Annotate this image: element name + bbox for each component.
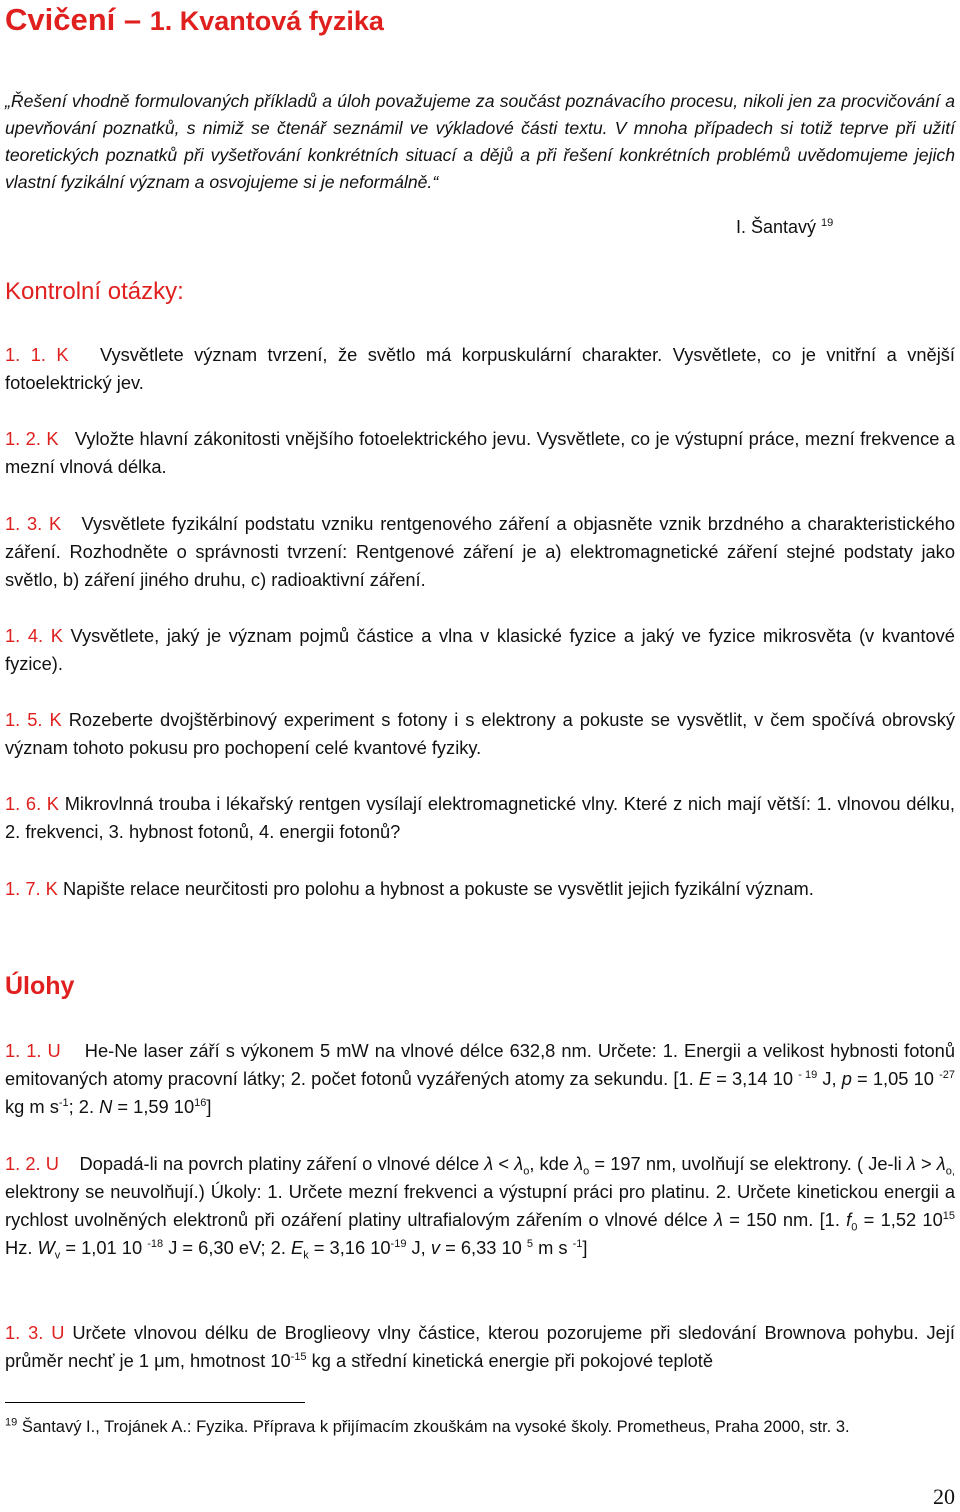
- author-name: I. Šantavý: [736, 217, 822, 237]
- question-text: Vysvětlete význam tvrzení, že světlo má korpuskulární charakter. Vysvětlete, co je vnitřní a vnější fotoelektrický jev.: [5, 344, 955, 393]
- task-item: 1. 3. U Určete vlnovou délku de Broglieovy vlny částice, kterou pozorujeme při sledování Brownova pohybu. Její průměr nechť je 1 μm, hmotnost $10^{-15}$ kg a střední kinetická energie při pokojové teplotě: [5, 1322, 955, 1371]
- question-text: Napište relace neurčitosti pro polohu a hybnost a pokuste se vysvětlit jejich fyzikální význam.: [62, 878, 814, 899]
- question-number: 1. 6. K: [5, 793, 60, 814]
- tasks-heading: Úlohy: [5, 972, 75, 1000]
- question-item: [5, 706, 955, 762]
- footnote-divider: [5, 1402, 305, 1403]
- task-item: 1. 1. U He-Ne laser září s výkonem 5 mW na vlnové délce 632,8 nm. Určete: 1. Energii a velikost hybnosti fotonů emitovaných atomy pracovní látky; 2. počet fotonů vyzářených atomy za sekundu. [1. E = 3,14 10 $^{- 19}$ J, p = 1,05 10 $^{-27}$ kg m $s^{-1}$; 2. N = 1,59 $10^{16}$]: [5, 1040, 956, 1117]
- footnote-ref: 19: [821, 217, 834, 229]
- quote-author: [736, 217, 833, 238]
- title-main: Cvičení –: [5, 2, 150, 37]
- question-number: 1. 7. K: [5, 878, 58, 899]
- question-number: 1. 4. K: [5, 625, 63, 646]
- title-sub: 1. Kvantová fyzika: [149, 6, 384, 36]
- page-title: [5, 2, 384, 38]
- question-text: Vysvětlete, jaký je význam pojmů částice a vlna v klasické fyzice a jaký ve fyzice mikrosvěta (v kvantové fyzice).: [5, 625, 955, 674]
- intro-quote: „Řešení vhodně formulovaných příkladů a úloh považujeme za součást poznávacího procesu, nikoli jen za procvičování a upevňování poznatků, s nimiž se čtenář seznámil ve výkladové části textu. V mnoha případech si totiž teprve při užití teoretických poznatků při vyšetřování konkrétních situací a dějů a při řešení konkrétních problémů uvědomujeme jejich vlastní fyzikální význam a osvojujeme si je neformálně.“: [5, 91, 955, 192]
- question-item: [5, 341, 955, 397]
- task-item: 1. 2. U Dopadá-li na povrch platiny záření o vlnové délce $\lambda < \lambda_o$, kde $\lambda_o = 197$ nm, uvolňují se elektrony. ( Je-li $\lambda > \lambda_{o,}$ elektrony se neuvolňují.) Úkoly: 1. Určete mezní frekvenci a výstupní práci pro platinu. 2. Určete kinetickou energii a rychlost uvolněných elektronů při ozáření platiny ultrafialovým zářením o vlnové délce λ = 150 nm. [1. $f_0 = 1,52$ $10^{15}$ Hz. $W_v = 1,01$ 10 $^{-18}$ J = 6,30 eV; 2. $E_k = 3,16$ $10^{-19}$ J, v = 6,33 10 $^5$ m s $^{-1}$]: [5, 1153, 955, 1262]
- footnote: [5, 1414, 955, 1441]
- question-item: [5, 622, 955, 678]
- question-number: 1. 5. K: [5, 709, 62, 730]
- question-item: [5, 425, 955, 481]
- question-text: Vysvětlete fyzikální podstatu vzniku rentgenového záření a objasněte vznik brzdného a charakteristického záření. Rozhodněte o správnosti tvrzení: Rentgenové záření je a) elektromagnetické záření stejné podstaty jako světlo, b) záření jiného druhu, c) radioaktivní záření.: [5, 513, 955, 590]
- question-number: 1. 2. K: [5, 428, 59, 449]
- footnote-text: Šantavý I., Trojánek A.: Fyzika. Příprava k přijímacím zkouškám na vysoké školy. Prometheus, Praha 2000, str. 3.: [17, 1418, 850, 1436]
- task-number: 1. 2. U: [5, 1153, 59, 1174]
- task-number: 1. 3. U: [5, 1322, 65, 1343]
- task-text: He-Ne laser září s výkonem 5 mW na vlnové délce 632,8 nm. Určete: 1. Energii a velikost hybnosti fotonů emitovaných atomy pracovní látky; 2. počet fotonů vyzářených atomy za sekundu.: [5, 1040, 956, 1089]
- question-number: 1. 3. K: [5, 513, 62, 534]
- question-number: 1. 1. K: [5, 344, 69, 365]
- question-text: Rozeberte dvojštěrbinový experiment s fotony i s elektrony a pokuste se vysvětlit, v čem spočívá obrovský význam tohoto pokusu pro pochopení celé kvantové fyziky.: [5, 709, 955, 758]
- question-item: [5, 875, 955, 903]
- footnote-number: 19: [5, 1416, 18, 1429]
- question-item: [5, 510, 955, 594]
- page-number: 20: [933, 1484, 955, 1509]
- questions-heading: Kontrolní otázky:: [5, 278, 184, 305]
- task-number: 1. 1. U: [5, 1040, 61, 1061]
- question-text: Vyložte hlavní zákonitosti vnějšího fotoelektrického jevu. Vysvětlete, co je výstupní práce, mezní frekvence a mezní vlnová délka.: [5, 428, 955, 477]
- question-text: Mikrovlnná trouba i lékařský rentgen vysílají elektromagnetické vlny. Které z nich mají větší: 1. vlnovou délku, 2. frekvenci, 3. hybnost fotonů, 4. energii fotonů?: [5, 793, 955, 842]
- question-item: [5, 790, 955, 846]
